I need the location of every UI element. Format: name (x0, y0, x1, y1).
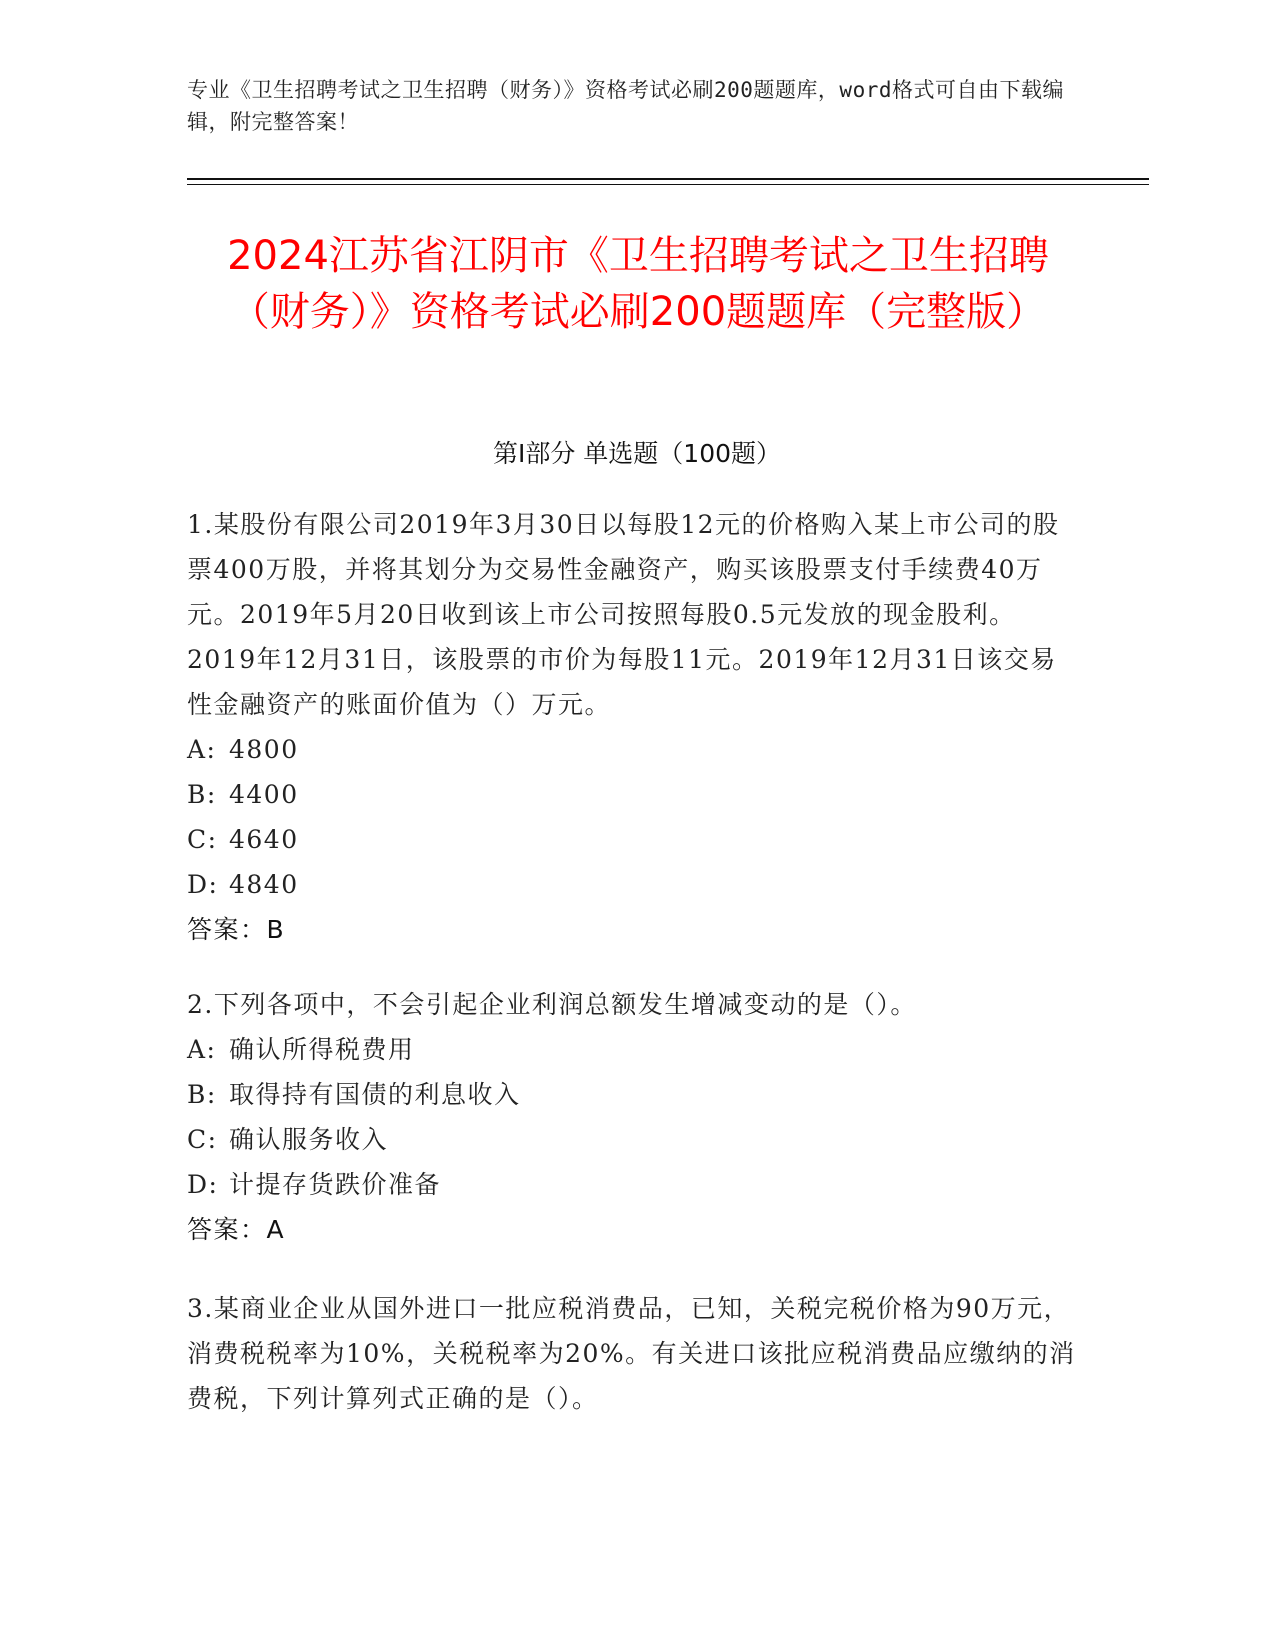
option-text: 取得持有国债的利息收入 (229, 1080, 521, 1109)
answer-line: 答案：B (187, 915, 286, 944)
option-c (187, 1117, 1082, 1162)
question-3 (187, 1286, 1082, 1421)
answer-line: 答案：A (187, 1215, 286, 1244)
option-key: D: (187, 1170, 219, 1199)
option-b (187, 772, 1082, 817)
question-stem: 2.下列各项中，不会引起企业利润总额发生增减变动的是（）。 (187, 990, 917, 1019)
option-key: D: (187, 870, 219, 899)
header-divider-thick (187, 178, 1149, 180)
option-a (187, 727, 1082, 772)
document-title: 2024江苏省江阴市《卫生招聘考试之卫生招聘（财务）》资格考试必刷200题题库（完整版） (227, 233, 1049, 335)
header-note: 专业《卫生招聘考试之卫生招聘（财务）》资格考试必刷200题题库，word格式可自由下载编辑，附完整答案！ (187, 78, 1064, 134)
option-b (187, 1072, 1082, 1117)
option-key: A: (187, 735, 217, 764)
option-text: 确认所得税费用 (229, 1035, 415, 1064)
option-key: C: (187, 1125, 218, 1154)
option-text: 确认服务收入 (229, 1125, 389, 1154)
option-text: 4640 (229, 825, 299, 854)
option-key: B: (187, 1080, 217, 1109)
section-heading: 第Ⅰ部分 单选题（100题） (492, 439, 782, 468)
option-text: 4840 (229, 870, 299, 899)
option-d (187, 862, 1082, 907)
option-key: C: (187, 825, 218, 854)
option-text: 4400 (229, 780, 299, 809)
question-stem: 3.某商业企业从国外进口一批应税消费品，已知，关税完税价格为90万元，消费税税率为10%，关税税率为20%。有关进口该批应税消费品应缴纳的消费税，下列计算列式正确的是（）。 (187, 1294, 1076, 1413)
option-key: B: (187, 780, 217, 809)
option-text: 4800 (229, 735, 299, 764)
option-key: A: (187, 1035, 217, 1064)
question-2 (187, 982, 1082, 1252)
option-a (187, 1027, 1082, 1072)
question-1 (187, 502, 1082, 952)
option-c (187, 817, 1082, 862)
option-text: 计提存货跌价准备 (229, 1170, 442, 1199)
option-d (187, 1162, 1082, 1207)
header-divider-thin (187, 184, 1149, 185)
question-stem: 1.某股份有限公司2019年3月30日以每股12元的价格购入某上市公司的股票400万股，并将其划分为交易性金融资产，购买该股票支付手续费40万元。2019年5月20日收到该上市公司按照每股0.5元发放的现金股利。2019年12月31日，该股票的市价为每股11元。2019年12月31日该交易性金融资产的账面价值为（）万元。 (187, 510, 1060, 719)
